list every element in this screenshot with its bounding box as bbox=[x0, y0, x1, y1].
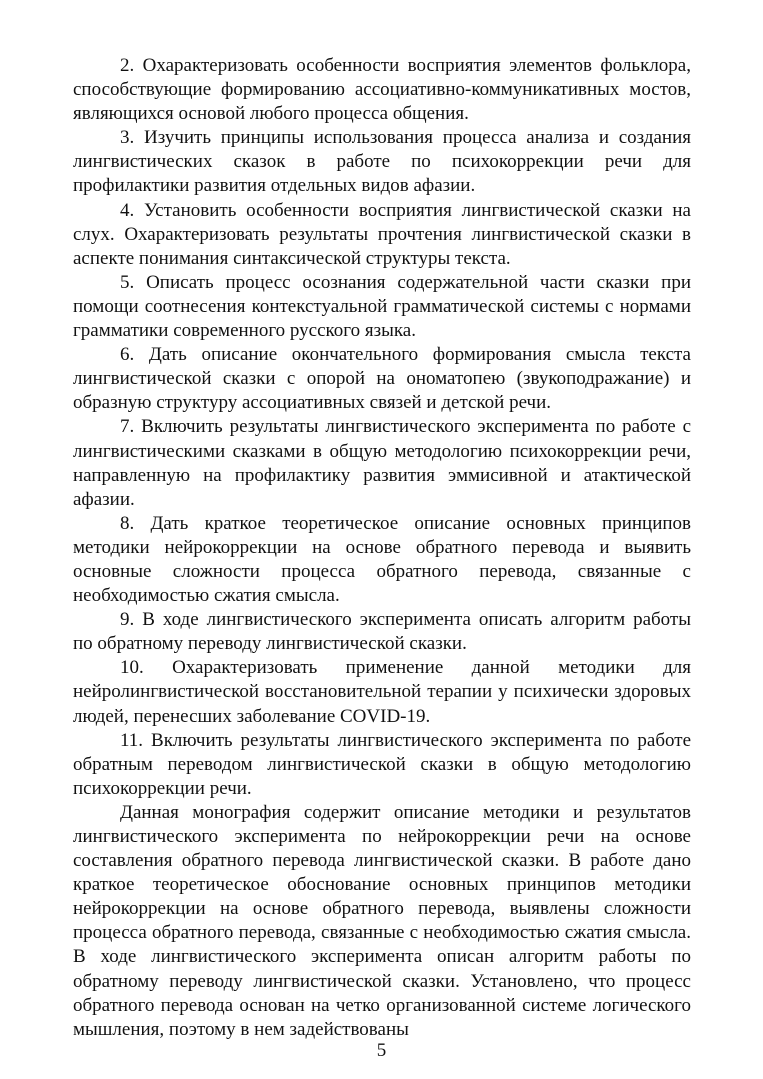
paragraph-item-6: 6. Дать описание окончательного формирования смысла текста лингвистической сказки с опорой на ономатопею (звукоподражание) и образную структуру ассоциативных связей и детской речи. bbox=[73, 344, 691, 414]
paragraph-item-10: 10. Охарактеризовать применение данной методики для нейролингвистической восстановительной терапии у психически здоровых людей, перенесших заболевание COVID-19. bbox=[73, 657, 691, 727]
paragraph-item-4: 4. Установить особенности восприятия лингвистической сказки на слух. Охарактеризовать результаты прочтения лингвистической сказки в аспекте понимания синтаксической структуры текста. bbox=[73, 199, 691, 269]
paragraph-item-3: 3. Изучить принципы использования процесса анализа и создания лингвистических сказок в работе по психокоррекции речи для профилактики развития отдельных видов афазии. bbox=[73, 127, 691, 197]
paragraph-item-8: 8. Дать краткое теоретическое описание основных принципов методики нейрокоррекции на основе обратного перевода и выявить основные сложности процесса обратного перевода, связанные с необходимостью сжатия смысла. bbox=[73, 512, 691, 607]
paragraph-item-9: 9. В ходе лингвистического эксперимента описать алгоритм работы по обратному переводу лингвистической сказки. bbox=[73, 609, 691, 655]
page-body bbox=[73, 54, 691, 1042]
paragraph-summary: Данная монография содержит описание методики и результатов лингвистического эксперимента по нейрокоррекции речи на основе составления обратного перевода лингвистической сказки. В работе дано краткое теоретическое обоснование основных принципов методики нейрокоррекции на основе обратного перевода, выявлены сложности процесса обратного перевода, связанные с необходимостью сжатия смысла. В ходе лингвистического эксперимента описан алгоритм работы по обратному переводу лингвистической сказки. Установлено, что процесс обратного перевода основан на четко организованной системе логического мышления, поэтому в нем задействованы bbox=[73, 801, 691, 1040]
paragraph-item-7: 7. Включить результаты лингвистического эксперимента по работе с лингвистическими сказками в общую методологию психокоррекции речи, направленную на профилактику развития эммисивной и атактической афазии. bbox=[73, 416, 691, 510]
page-number: 5 bbox=[376, 1040, 387, 1061]
paragraph-item-5: 5. Описать процесс осознания содержательной части сказки при помощи соотнесения контекстуальной грамматической системы с нормами грамматики современного русского языка. bbox=[73, 271, 691, 342]
paragraph-item-2: 2. Охарактеризовать особенности восприятия элементов фольклора, способствующие формированию ассоциативно-коммуникативных мостов, являющихся основой любого процесса общения. bbox=[73, 55, 691, 125]
paragraph-item-11: 11. Включить результаты лингвистического эксперимента по работе обратным переводом лингвистической сказки в общую методологию психокоррекции речи. bbox=[73, 729, 691, 799]
